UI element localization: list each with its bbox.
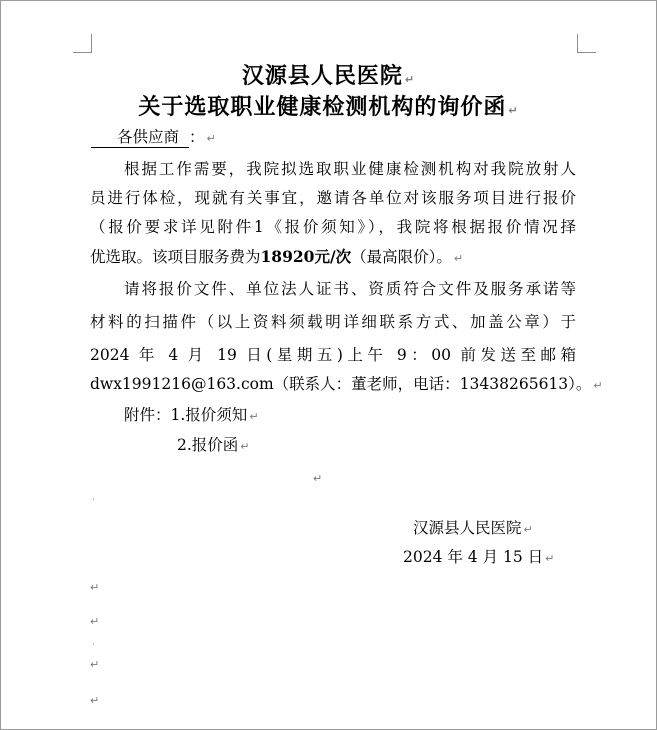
empty-paragraph-mark: ↵ [90,581,100,594]
paragraph-mark: ↵ [545,552,555,565]
paragraph-mark: ↵ [240,440,250,453]
salutation-line[interactable] [91,125,216,148]
salutation-colon: ： [189,128,205,146]
signature-date-text: 2024 年 4 月 15 日 [403,548,544,566]
paragraph-mark: ↵ [508,104,519,117]
signature-org-text: 汉源县人民医院 [413,519,522,537]
document-title-subject[interactable] [1,90,656,121]
empty-line-marker: · [92,495,95,505]
attachments-label: 附件： [124,406,171,424]
price-note: （最高限价）。 [351,248,452,266]
empty-line-marker: · [92,640,95,650]
document-title-org[interactable] [1,59,656,90]
attachments-line-2[interactable] [177,433,250,455]
crop-mark-top-left [73,34,92,53]
paragraph-mark: ↵ [523,523,533,536]
paragraph-mark: ↵ [206,132,216,145]
price-value: 18920元/次 [260,247,352,266]
p1-line-2[interactable]: 员进行体检，现就有关事宜，邀请各单位对该服务项目进行报价 [90,189,576,207]
contact-info: dwx1991216@163.com（联系人：董老师，电话：13438265613）。 [90,375,592,393]
salutation-recipient: 各供应商 [91,125,189,148]
signature-date[interactable] [403,545,554,567]
empty-paragraph-mark: ↵ [90,615,100,628]
attachment-item-1: 1.报价须知 [170,406,248,424]
paragraph-mark: ↵ [593,379,603,392]
attachment-item-2: 2.报价函 [177,436,239,454]
empty-paragraph-mark: ↵ [313,472,323,485]
crop-mark-top-right [577,34,596,53]
p2-line-3[interactable]: 2024 年 4 月 19 日(星期五)上午 9：00 前发送至邮箱 [90,346,576,364]
p1-line-4[interactable] [90,245,463,267]
p2-line-1[interactable]: 请将报价文件、单位法人证书、资质符合文件及服务承诺等 [124,280,576,298]
attachments-line-1[interactable] [124,403,259,425]
signature-org[interactable] [413,516,533,538]
paragraph-mark: ↵ [404,73,416,86]
paragraph-mark: ↵ [249,410,259,423]
empty-paragraph-mark: ↵ [90,658,100,671]
title-subject-text: 关于选取职业健康检测机构的询价函 [138,94,507,120]
p2-line-4[interactable] [90,372,603,394]
p1-line-3[interactable]: （报价要求详见附件1《报价须知》），我院将根据报价情况择 [90,218,576,236]
p2-line-2[interactable]: 材料的扫描件（以上资料须载明详细联系方式、加盖公章）于 [90,313,576,331]
empty-paragraph-mark: ↵ [90,694,100,707]
price-intro-text: 优选取。该项目服务费为 [90,248,261,266]
title-org-text: 汉源县人民医院 [241,63,403,89]
p1-line-1[interactable]: 根据工作需要，我院拟选取职业健康检测机构对我院放射人 [124,160,576,178]
paragraph-mark: ↵ [453,252,464,265]
